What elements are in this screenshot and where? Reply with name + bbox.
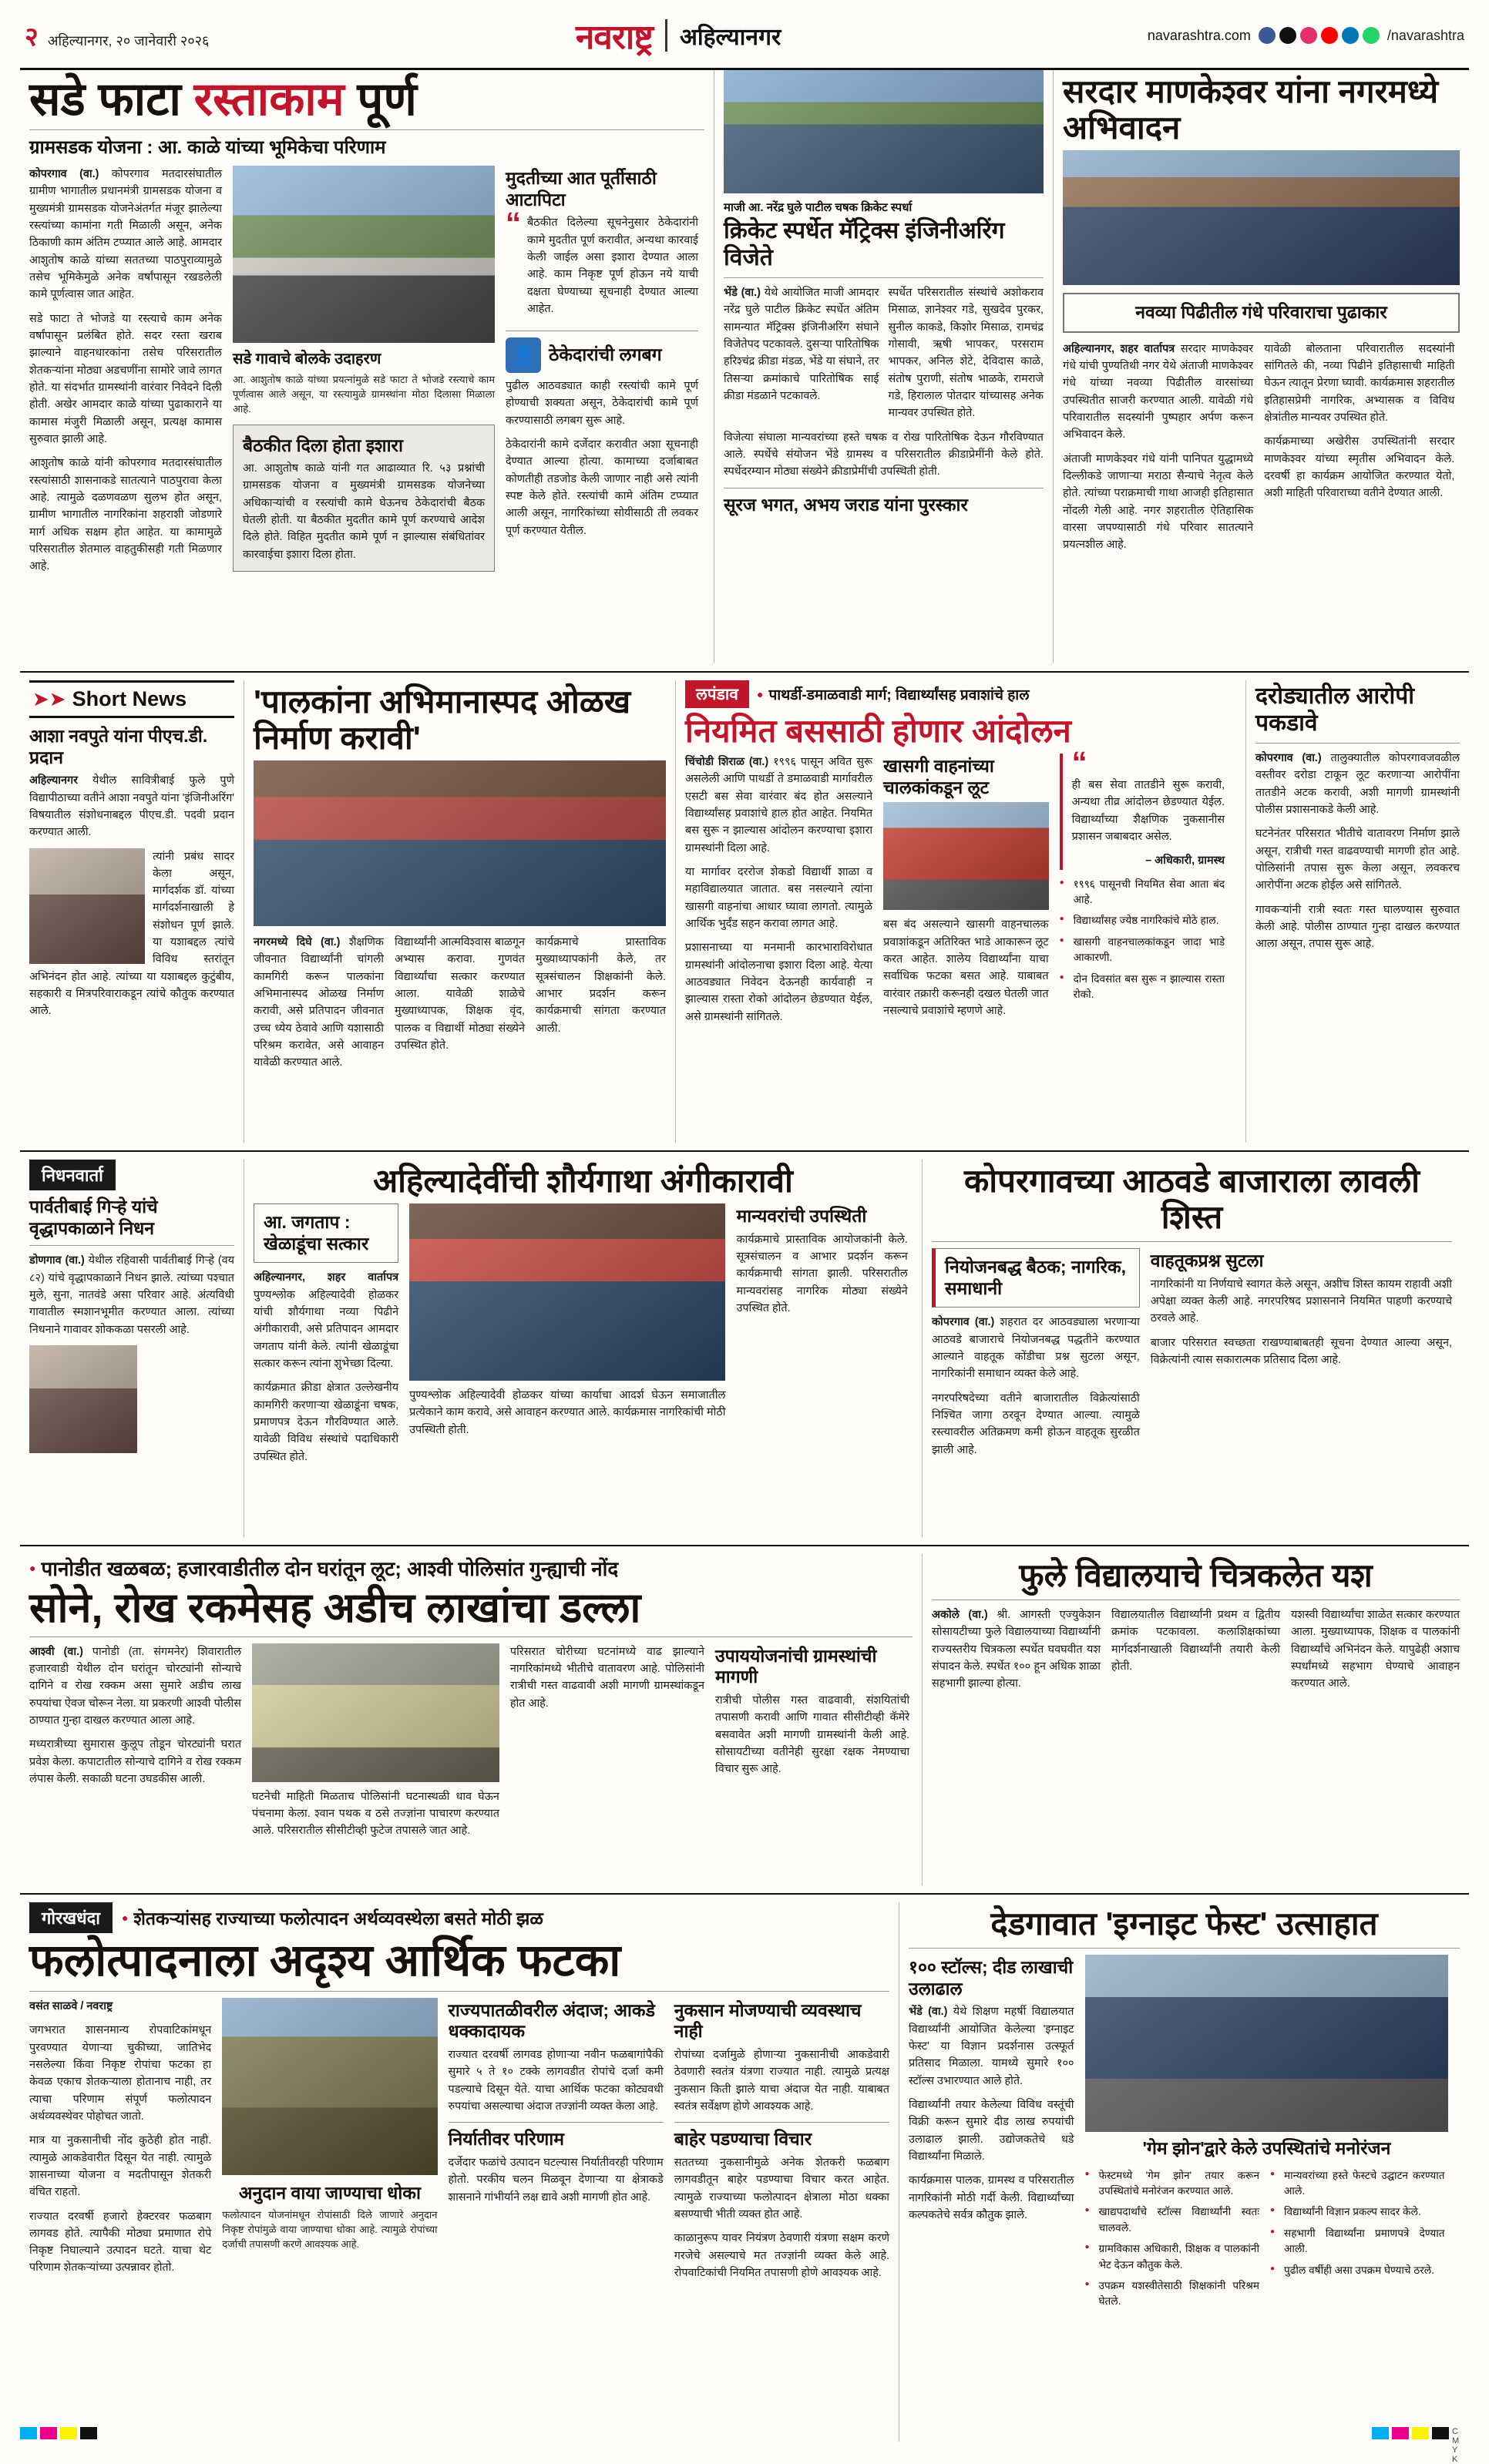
floriculture-byline: वसंत साळवे / नवराष्ट्र: [29, 1999, 113, 2012]
list-item: ● दोन दिवसांत बस सुरू न झाल्यास रास्ता रोको.: [1060, 972, 1225, 1003]
palak-story: [244, 680, 675, 1143]
floriculture-body-4: काळानुरूप यावर नियंत्रण ठेवणारी यंत्रणा सक्षम करणे गरजेचे असल्याचे मत तज्ज्ञांनी व्यक्त केले आहे. रोपवाटिकांची नियमित तपासणी होणे आवश्यक आहे.: [674, 2232, 889, 2279]
ignite-caption: 'गेम झोन'द्वारे केले उपस्थितांचे मनोरंजन: [1142, 2138, 1391, 2159]
list-item: ● उपक्रम यशस्वीतेसाठी शिक्षकांनी परिश्रम घेतले.: [1085, 2278, 1260, 2310]
magenta-swatch: [1392, 2427, 1409, 2439]
short-news-title: Short News: [72, 687, 187, 710]
cyan-swatch: [1372, 2427, 1389, 2439]
website-url[interactable]: navarashtra.com: [1147, 27, 1251, 43]
phule-body-3: यशस्वी विद्यार्थ्यांचा शाळेत सत्कार करण्यात आला. मुख्याध्यापक, शिक्षक व पालकांनी विद्यार्थ्यांचे अभिनंदन केले. यापुढेही अशाच स्पर्धांमध्ये सहभाग घेण्याचे आवाहन करण्यात आले.: [1291, 1609, 1460, 1690]
market-box: [932, 1248, 1140, 1308]
ahilya-story: [244, 1160, 922, 1537]
daroda-headline: दरोड्यातील आरोपी पकडावे: [1255, 683, 1415, 736]
social-links[interactable]: [1259, 27, 1380, 44]
daroda-body-2: घटनेनंतर परिसरात भीतीचे वातावरण निर्माण झाले असून, रात्रीची गस्त वाढवण्याची मागणी होत आहे. पोलिसांनी तपास सुरू केला असून, लवकरच आरोपींना अटक होईल असे सांगितले.: [1255, 827, 1460, 892]
obituary-headline: पार्वतीबाई गिऱ्हे यांचे वृद्धापकाळाने निधन: [29, 1197, 158, 1238]
market-body-1: कोपरगाव (वा.) शहरात दर आठवड्याला भरणाऱ्या आठवडे बाजाराचे नियोजनबद्ध पद्धतीने करण्यात आल्याने वाहतूक कोंडीचा प्रश्न सुटला असून, नागरिकांनी समाधान व्यक्त केले आहे.: [932, 1316, 1140, 1381]
lead-side-body: बैठकीत दिलेल्या सूचनेनुसार ठेकेदारांनी कामे मुदतीत पूर्ण करावीत, अन्यथा कारवाई केली जाईल असा इशारा देण्यात आला आहे. काम निकृष्ट पूर्ण होऊन नये याची दक्षता घेण्याच्या सूचनाही देण्यात आल्या आहेत.: [527, 217, 698, 315]
floriculture-label: गोरखधंदा: [29, 1902, 113, 1933]
obituary-block: [20, 1160, 244, 1537]
daroda-story: [1245, 680, 1469, 1143]
floriculture-headline: फलोत्पादनाला अदृश्य आर्थिक फटका: [29, 1935, 621, 1986]
bus-body-2: या मार्गावर दररोज शेकडो विद्यार्थी शाळा व महाविद्यालयात जातात. बस नसल्याने त्यांना खासगी वाहनांचा आधार घ्यावा लागतो. त्यामुळे आर्थिक भुर्दंड सहन करावा लागत आहे.: [685, 866, 873, 930]
obituary-body: डोणगाव (वा.) येथील रहिवासी पार्वतीबाई गिऱ्हे (वय ८२) यांचे वृद्धापकाळाने निधन झाले. त्यांच्या पश्चात मुले, सुना, नातवंडे असा परिवार आहे. अंत्यविधी गावातील स्मशानभूमीत करण्यात आला. त्यांच्या निधनाने गावावर शोककळा पसरली आहे.: [29, 1254, 234, 1336]
list-item: ● विद्यार्थ्यांनी विज्ञान प्रकल्प सादर केले.: [1270, 2204, 1445, 2220]
masthead-center: [576, 12, 781, 59]
sardar-sub-head: नवव्या पिढीतील गंधे परिवाराचा पुढाकार: [1135, 302, 1387, 323]
theft-story: [20, 1554, 922, 1885]
floriculture-nuk-body: रोपांच्या दर्जामुळे होणाऱ्या नुकसानीची आकडेवारी ठेवणारी स्वतंत्र यंत्रणा राज्यात नाही. त्यामुळे प्रत्यक्ष नुकसान किती झाले याचा अंदाज येत नाही. याबाबत स्वतंत्र सर्वेक्षण होणे आवश्यक आहे.: [674, 2049, 889, 2113]
facebook-icon[interactable]: [1259, 27, 1276, 44]
phule-body-2: विद्यालयातील विद्यार्थ्यांनी प्रथम व द्वितीय क्रमांक पटकावला. कलाशिक्षकांच्या मार्गदर्शनाखाली विद्यार्थ्यांनी तयारी केली होती.: [1111, 1609, 1280, 1673]
lead-photo-col: [233, 166, 495, 582]
sardar-body-2: अंताजी माणकेश्वर गंधे यांनी पानिपत युद्धामध्ये दिल्लीकडे जाणाऱ्या मराठा सैन्याचे नेतृत्व केले होते. त्यांच्या पराक्रमाची गाथा आजही इतिहासात नोंदली गेली आहे. नगर शहरातील ऐतिहासिक वारसा जपण्यासाठी गंधे परिवार सातत्याने प्रयत्नशील आहे.: [1063, 452, 1254, 552]
market-side-head: वाहतूकप्रश्न सुटला: [1150, 1250, 1264, 1271]
ahilya-headline: अहिल्यादेवींची शौर्यगाथा अंगीकारावी: [373, 1163, 793, 1199]
bus-side-body: बस बंद असल्याने खासगी वाहनचालक प्रवाशांकडून अतिरिक्त भाडे आकारून लूट करत आहेत. शालेय विद्यार्थ्यांना याचा सर्वाधिक फटका बसत आहे. याबाबत वारंवार तक्रारी करूनही दखल घेतली जात नसल्याचे प्रवाशांचे म्हणणे आहे.: [883, 918, 1049, 1017]
list-item: ● पुढील वर्षीही असा उपक्रम घेण्याचे ठरले.: [1270, 2263, 1445, 2278]
cmyk-label: C M Y K: [1452, 2427, 1461, 2464]
short-news-header: [29, 680, 234, 718]
phule-story: [922, 1554, 1469, 1885]
lead-photo-caption: आ. आशुतोष काळे यांच्या प्रयत्नांमुळे सडे फाटा ते भोजडे रस्त्याचे काम पूर्णत्वास आले असून, या रस्त्यामुळे ग्रामस्थांना मोठा दिलासा मिळाला आहे.: [233, 374, 495, 415]
palak-body-1: नगरमध्ये दिघे (वा.) शैक्षणिक जीवनात विद्यार्थ्यांनी चांगली कामगिरी करून पालकांना अभिमानास्पद ओळख निर्माण करावी, असे प्रतिपादन जीवनात उच्च ध्येय ठेवावे आणि यशासाठी परिश्रम करावेत, असे आवाहन यावेळी करण्यात आले.: [254, 936, 384, 1069]
daroda-body-3: गावकऱ्यांनी रात्री स्वतः गस्त घालण्यास सुरुवात केली आहे. पोलीस ठाण्यात गुन्हा दाखल करण्यात आला असून, तपास सुरू आहे.: [1255, 903, 1460, 951]
ahilya-sub: मान्यवरांची उपस्थिती: [736, 1206, 867, 1227]
market-story: [922, 1160, 1461, 1537]
x-icon[interactable]: [1279, 27, 1296, 44]
contractor-icon: 👤: [506, 337, 541, 373]
ahilya-box: [254, 1203, 398, 1263]
floriculture-photo: [222, 1998, 437, 2175]
quote-icon: “: [1071, 746, 1087, 780]
floriculture-cap-head: अनुदान वाया जाण्याचा धोका: [238, 2182, 421, 2203]
list-item: ● विद्यार्थ्यांसह ज्येष्ठ नागरिकांचे मोठे हाल.: [1060, 913, 1225, 928]
ahilya-body-2: कार्यक्रमात क्रीडा क्षेत्रात उल्लेखनीय कामगिरी करणाऱ्या खेळाडूंना चषक, प्रमाणपत्र देऊन गौरविण्यात आले. यावेळी विविध संस्थांचे पदाधिकारी उपस्थित होते.: [254, 1381, 399, 1463]
daroda-body-1: कोपरगाव (वा.) तालुक्यातील कोपरगावजवळील वस्तीवर दरोडा टाकून लूट करणाऱ्या आरोपींना तातडीने अटक करावी, अशी मागणी ग्रामस्थांनी पोलीस प्रशासनाकडे केली आहे.: [1255, 752, 1460, 816]
market-body-3: नागरिकांनी या निर्णयाचे स्वागत केले असून, अशीच शिस्त कायम राहावी अशी अपेक्षा व्यक्त केली आहे. नगरपरिषद प्रशासनाने नियमित पाहणी करण्याचे ठरवले आहे.: [1150, 1277, 1452, 1325]
market-body-4: बाजार परिसरात स्वच्छता राखण्याबाबतही सूचना देण्यात आल्या असून, विक्रेत्यांनी त्यास सकारात्मक प्रतिसाद दिला आहे.: [1150, 1336, 1452, 1366]
ignite-body-2: विद्यार्थ्यांनी तयार केलेल्या विविध वस्तूंची विक्री करून सुमारे दीड लाख रुपयांची उलाढाल झाली. उद्योजकतेचे धडे विद्यार्थ्यांना मिळाले.: [909, 2098, 1074, 2163]
masthead: [20, 0, 1469, 70]
masthead-left: [25, 18, 209, 53]
youtube-icon[interactable]: [1321, 27, 1338, 44]
yellow-swatch: [1412, 2427, 1429, 2439]
lead-side2-body: पुढील आठवड्यात काही रस्त्यांची कामे पूर्ण होण्याची शक्यता असून, ठेकेदारांची कामे पूर्ण करण्यासाठी लगबग सुरू आहे.: [506, 380, 698, 427]
bus-kicker: लपंडाव: [685, 680, 749, 708]
floriculture-out-body: सततच्या नुकसानीमुळे अनेक शेतकरी फळबाग लागवडीतून बाहेर पडण्याचा विचार करत आहेत. त्यामुळे राज्याच्या फलोत्पादन क्षेत्राला मोठा धक्का बसण्याची भीती व्यक्त होत आहे.: [674, 2156, 889, 2221]
lead-photo: [233, 166, 495, 343]
bus-body-3: प्रशासनाच्या या मनमानी कारभाराविरोधात ग्रामस्थांनी आंदोलनाचा इशारा दिला आहे. येत्या आठवड्यात निवेदन देऊनही कार्यवाही न झाल्यास रास्ता रोको आंदोलन छेडण्यात येईल, असे ग्रामस्थांनी सांगितले.: [685, 942, 873, 1023]
floriculture-niy-body: दर्जेदार फळांचे उत्पादन घटल्यास निर्यातीवरही परिणाम होतो. परकीय चलन मिळवून देणाऱ्या या क्षेत्राकडे शासनाने गांभीर्याने लक्ष द्यावे अशी मागणी होत आहे.: [448, 2156, 664, 2204]
palak-headline: 'पालकांना अभिमानास्पद ओळख निर्माण करावी': [254, 683, 631, 757]
lead-body-1: कोपरगाव (वा.) कोपरगाव मतदारसंघातील ग्रामीण भागातील प्रधानमंत्री ग्रामसडक योजना व मुख्यमंत्री ग्रामसडक योजनेअंतर्गत मंजूर झालेल्या रस्त्यांच्या कामांना गती मिळाली असून, अनेक ठिकाणी काम अंतिम टप्प्यात आले आहे. आमदार आशुतोष काळे यांच्या सततच्या पाठपुराव्यामुळे तसेच भूमिकेमुळे अनेक वर्षांपासून रखडलेली कामे पूर्णत्वास जात आहेत.: [29, 168, 222, 301]
ahilya-box-head: आ. जगताप : खेळाडूंचा सत्कार: [264, 1212, 369, 1254]
cricket-body-2: स्पर्धेत परिसरातील संस्थांचे अशोकराव मिसाळ, ज्ञानेश्वर गडे, सुखदेव पुरकर, सुनील काकडे, किशोर मिसाळ, रामचंद्र गोसावी, ऋषी भापकर, परसराम भापकर, अनिल शेटे, देविदास काळे, संतोष पुराणी, संतोष भाळके, रामराजे गडे, हिरालाल पोतदार यांच्यासह अनेक मान्यवर उपस्थित होते.: [888, 287, 1044, 420]
floriculture-body-2: मात्र या नुकसानीची नोंद कुठेही होत नाही. त्यामुळे आकडेवारीत दिसून येत नाही. त्यामुळे शासनाच्या योजना व मदतीपासून शेतकरी वंचित राहतो.: [29, 2134, 212, 2199]
lead-greybox-head: बैठकीत दिला होता इशारा: [243, 435, 403, 455]
sardar-body-4: कार्यक्रमाच्या अखेरीस उपस्थितांनी सरदार माणकेश्वर यांच्या स्मृतीस अभिवादन केले. दरवर्षी हा कार्यक्रम आयोजित करण्यात येतो, अशी माहिती परिवाराच्या वतीने देण्यात आली.: [1264, 435, 1455, 500]
cricket-photo: [724, 70, 1044, 193]
list-item: ● मान्यवरांच्या हस्ते फेस्टचे उद्घाटन करण्यात आले.: [1270, 2168, 1445, 2200]
sardar-subhead-box: [1063, 293, 1460, 333]
colorbar-right: [1372, 2427, 1469, 2464]
sardar-photo: [1063, 150, 1460, 285]
list-item: ● सहभागी विद्यार्थ्यांना प्रमाणपत्रे देण्यात आली.: [1270, 2226, 1445, 2258]
cricket-body-1: भेंडे (वा.) येथे आयोजित माजी आमदार नरेंद्र घुले पाटील क्रिकेट स्पर्धेत अंतिम सामन्यात मॅट्रिक्स इंजिनीअरिंग संघाने विजेतेपद पटकावले. दुसऱ्या पारितोषिक हरिश्चंद्र क्रीडा मंडळ, भेंडे या संघाने, तर तिसऱ्या क्रमांकाचे पारितोषिक साई क्रीडा मंडळाने पटकावले.: [724, 287, 879, 402]
brand-divider: [665, 19, 667, 52]
cricket-body-3: विजेत्या संघाला मान्यवरांच्या हस्ते चषक व रोख पारितोषिक देऊन गौरविण्यात आले. स्पर्धेचे संयोजन भेंडे ग्रामस्थ व परिसरातील क्रीडाप्रेमींनी केले होते. स्पर्धेदरम्यान मोठ्या संख्येने क्रीडाप्रेमींची उपस्थिती होती.: [724, 431, 1044, 478]
floriculture-body-1: जगभरात शासनमान्य रोपवाटिकांमधून पुरवण्यात येणाऱ्या चुकीच्या, जातिभेद नसलेल्या किंवा निकृष्ट रोपांचा फटका हा केवळ एकाच शेतकऱ्याला होतानाच नाही, तर त्याचा परिणाम संपूर्ण फलोत्पादन अर्थव्यवस्थेवर पोहोचत जातो.: [29, 2024, 212, 2123]
floriculture-strap: ● शेतकऱ्यांसह राज्याच्या फलोत्पादन अर्थव्यवस्थेला बसते मोठी झळ: [122, 1905, 543, 1930]
ahilya-body-3: पुण्यश्लोक अहिल्यादेवी होळकर यांच्या कार्याचा आदर्श घेऊन समाजातील प्रत्येकाने काम करावे, असे आवाहन करण्यात आले. कार्यक्रमास नागरिकांची मोठी उपस्थिती होती.: [409, 1389, 726, 1436]
phule-headline: फुले विद्यालयाचे चित्रकलेत यश: [1019, 1557, 1373, 1593]
ignite-photo: [1085, 1955, 1449, 2132]
social-handle: /navarashtra: [1386, 27, 1464, 43]
palak-photo: [254, 760, 666, 926]
cricket-kicker: माजी आ. नरेंद्र घुले पाटील चषक क्रिकेट स्पर्धा: [724, 201, 913, 214]
lead-body-2: सडे फाटा ते भोजडे या रस्त्याचे काम अनेक वर्षांपासून प्रलंबित होते. सदर रस्ता खराब झाल्याने वाहनधारकांना तसेच परिसरातील शेतकऱ्यांना मोठ्या अडचणींना सामोरे जावे लागत होते. या संदर्भात ग्रामस्थांनी वारंवार निवेदने दिली होती. अखेर आमदार काळे यांच्या पुढाकाराने या कामास मंजुरी मिळाली असून, प्रत्यक्ष कामास सुरुवात झाली आहे.: [29, 312, 222, 445]
instagram-icon[interactable]: [1300, 27, 1317, 44]
sardar-story: [1053, 70, 1469, 663]
cricket-headline: क्रिकेट स्पर्धेत मॅट्रिक्स इंजिनीअरिंग विजेते: [724, 218, 1005, 270]
phule-body-1: अकोले (वा.) श्री. आगस्ती एज्युकेशन सोसायटीच्या फुले विद्यालयाच्या विद्यार्थ्यांनी राज्यस्तरीय चित्रकला स्पर्धेत घवघवीत यश संपादन केले. स्पर्धेत १०० हून अधिक शाळा सहभागी झाल्या होत्या.: [932, 1609, 1101, 1690]
floriculture-niy-head: निर्यातीवर परिणाम: [448, 2129, 564, 2150]
lead-side-head: मुदतीच्या आत पूर्तीसाठी आटापिटा: [506, 168, 657, 210]
sardar-body-1: अहिल्यानगर, शहर वार्तापत्र सरदार माणकेश्वर गंधे यांची पुण्यतिथी नगर येथे अंताजी माणकेश्वर गंधे यांच्या नवव्या पिढीतील वारसांच्या उपस्थितीत साजरी करण्यात आली. यावेळी गंधे परिवारातील सदस्यांनी पुष्पहार अर्पण करून अभिवादन केले.: [1063, 342, 1254, 441]
lead-body-3: आशुतोष काळे यांनी कोपरगाव मतदारसंघातील रस्त्यांसाठी शासनाकडे सातत्याने पाठपुरावा केला आहे. त्यामुळे दळणवळण सुलभ होत असून, ग्रामीण भागातील नागरिकांना शहराशी जोडणारे मार्ग अधिक सक्षम होत आहेत. या कामामुळे परिसरातील शेतमाल वाहतुकीसही गती मिळणार आहे.: [29, 457, 222, 573]
short-news-portrait: [29, 848, 145, 964]
ignite-bullets-1: [1085, 2168, 1260, 2315]
floriculture-cap-body: फलोत्पादन योजनांमधून रोपांसाठी दिले जाणारे अनुदान निकृष्ट रोपांमुळे वाया जाण्याचा धोका आहे. त्यामुळे रोपांच्या दर्जाची तपासणी करणे आवश्यक आहे.: [222, 2209, 438, 2251]
ahilya-body-1: अहिल्यानगर, शहर वार्तापत्र पुण्यश्लोक अहिल्यादेवी होळकर यांची शौर्यगाथा नव्या पिढीने अंगीकारावी, असे प्रतिपादन आमदार जगताप यांनी केले. त्यांनी खेळाडूंचा सत्कार करून त्यांना शुभेच्छा दिल्या.: [254, 1271, 399, 1370]
ignite-body-1: भेंडे (वा.) येथे शिक्षण महर्षी विद्यालयात विद्यार्थ्यांनी आयोजित केलेल्या 'इग्नाइट फेस्ट' या विज्ञान प्रदर्शनास उत्स्फूर्त प्रतिसाद मिळाला. यामध्ये सुमारे १०० स्टॉल्स उभारण्यात आले होते.: [909, 2006, 1074, 2087]
theft-headline: सोने, रोख रकमेसह अडीच लाखांचा डल्ला: [29, 1585, 641, 1631]
masthead-right: [1148, 27, 1464, 44]
magenta-swatch: [40, 2427, 57, 2439]
floriculture-body-3: राज्यात दरवर्षी हजारो हेक्टरवर फळबाग लागवड होते. त्यापैकी मोठ्या प्रमाणात रोपे निकृष्ट निघाल्याने उत्पादन घटते. याचा थेट परिणाम शेतकऱ्यांच्या उत्पन्नावर होतो.: [29, 2210, 212, 2274]
theft-side-body: रात्रीची पोलीस गस्त वाढवावी, संशयितांची तपासणी करावी आणि गावात सीसीटीव्ही कॅमेरे बसवावेत अशी मागणी ग्रामस्थांनी केली आहे. सोसायटीच्या वतीनेही सुरक्षा रक्षक नेमण्याचा विचार सुरू आहे.: [715, 1694, 910, 1776]
list-item: ● खासगी वाहनचालकांकडून जादा भाडे आकारणी.: [1060, 935, 1225, 966]
floriculture-nuk-head: नुकसान मोजण्याची व्यवस्थाच नाही: [674, 1999, 862, 2042]
lead-greybox: [233, 425, 495, 572]
cricket-sub-head: सूरज भगत, अभय जराड यांना पुरस्कार: [724, 494, 968, 515]
ahilya-body-4: कार्यक्रमाचे प्रास्ताविक आयोजकांनी केले. सूत्रसंचालन व आभार प्रदर्शन करून कार्यक्रमाची सांगता झाली. परिसरातील मान्यवरांसह नागरिक मोठ्या संख्येने उपस्थित होते.: [736, 1233, 908, 1314]
sardar-headline: सरदार माणकेश्वर यांना नगरमध्ये अभिवादन: [1063, 73, 1439, 146]
whatsapp-icon[interactable]: [1363, 27, 1380, 44]
lead-greybox2-body: ठेकेदारांनी कामे दर्जेदार करावीत अशा सूचनाही देण्यात आल्या होत्या. कामाच्या दर्जाबाबत कोणतीही तडजोड केली जाणार नाही असे त्यांनी स्पष्ट केले होते. रस्त्यांची कामे अंतिम टप्प्यात आली असून, नागरिकांच्या सोयीसाठी ती लवकर पूर्ण करण्यात येतील.: [506, 438, 698, 537]
obituary-portrait: [29, 1345, 137, 1453]
list-item: ● फेस्टमध्ये 'गेम झोन' तयार करून उपस्थितांचे मनोरंजन करण्यात आले.: [1085, 2168, 1260, 2200]
page-footer: [20, 2427, 1469, 2464]
quote-icon: “: [506, 206, 521, 241]
brand-logo: नवराष्ट्र: [575, 18, 653, 56]
short-news-body-2: त्यांनी प्रबंध सादर केला असून, मार्गदर्शक डॉ. यांच्या मार्गदर्शनाखाली हे संशोधन पूर्ण झाले. या यशाबद्दल त्यांचे विविध स्तरांतून अभिनंदन होत आहे. त्यांच्या या यशाबद्दल कुटुंबीय, सहकारी व मित्रपरिवाराकडून त्यांचे कौतुक करण्यात आले.: [29, 850, 234, 1018]
colorbar-left: [20, 2427, 97, 2439]
yellow-swatch: [60, 2427, 77, 2439]
lead-photo-caption-head: सडे गावाचे बोलके उदाहरण: [233, 351, 381, 368]
floriculture-story: [20, 1902, 899, 2442]
ignite-headline: देडगावात 'इग्नाइट फेस्ट' उत्साहात: [990, 1905, 1378, 1942]
list-item: ● ग्रामविकास अधिकारी, शिक्षक व पालकांनी भेट देऊन कौतुक केले.: [1085, 2241, 1260, 2273]
ahilya-photo: [409, 1203, 725, 1381]
edition-name: अहिल्यानगर: [679, 24, 781, 50]
market-box-head: नियोजनबद्ध बैठक; नागरिक, समाधानी: [945, 1257, 1127, 1298]
lead-story: [20, 70, 714, 663]
bus-body-1: चिंचोडी शिराळ (वा.) १९९६ पासून अवित सुरू असलेली आणि पाथर्डी ते डमाळवाडी मार्गावरील एसटी बस सेवा वारंवार बंद होत असल्याने विद्यार्थ्यांसह प्रवाशांचे हाल होत आहेत. नियमित बस सुरू न झाल्यास आंदोलन करण्याचा इशारा ग्रामस्थांनी दिला आहे.: [685, 756, 873, 854]
ignite-sub: १०० स्टॉल्स; दीड लाखाची उलाढाल: [909, 1957, 1074, 1999]
theft-body-4: परिसरात चोरीच्या घटनांमध्ये वाढ झाल्याने नागरिकांमध्ये भीतीचे वातावरण आहे. पोलिसांनी रात्रीची गस्त वाढवावी अशी मागणी ग्रामस्थांकडून होत आहे.: [509, 1645, 705, 1710]
market-body-2: नगरपरिषदेच्या वतीने बाजारातील विक्रेत्यांसाठी निश्चित जागा ठरवून देण्यात आल्या. त्यामुळे रस्त्यावरील अतिक्रमण कमी होऊन वाहतूक सुरळीत झाली आहे.: [932, 1391, 1140, 1456]
floriculture-out-head: बाहेर पडण्याचा विचार: [674, 2129, 812, 2150]
palak-body-3: कार्यक्रमाचे प्रास्ताविक मुख्याध्यापकांनी केले, तर सूत्रसंचालन शिक्षकांनी केले. आभार प्रदर्शन करून कार्यक्रमाची सांगता करण्यात आली.: [536, 936, 666, 1035]
black-swatch: [80, 2427, 97, 2439]
bus-headline: नियमित बससाठी होणार आंदोलन: [685, 713, 1071, 749]
theft-body-3: घटनेची माहिती मिळताच पोलिसांनी घटनास्थळी धाव घेऊन पंचनामा केला. श्वान पथक व ठसे तज्ज्ञांना पाचारण करण्यात आले. परिसरातील सीसीटीव्ही फुटेज तपासले जात आहे.: [252, 1790, 499, 1838]
short-news-block: [20, 680, 244, 1143]
lead-side2-head: ठेकेदारांची लगबग: [549, 344, 662, 365]
short-news-item-head: आशा नवपुते यांना पीएच.डी. प्रदान: [29, 726, 208, 767]
cyan-swatch: [20, 2427, 37, 2439]
bus-quote-box: [1060, 746, 1225, 870]
bus-quote-by: – अधिकारी, ग्रामस्थ: [1145, 854, 1225, 868]
theft-photo: [252, 1643, 499, 1782]
bus-quote: ही बस सेवा तातडीने सुरू करावी, अन्यथा तीव्र आंदोलन छेडण्यात येईल. विद्यार्थ्यांच्या शैक्षणिक नुकसानीस प्रशासन जबाबदार असेल.: [1071, 779, 1225, 844]
list-item: ● १९९६ पासूनची नियमित सेवा आता बंद आहे.: [1060, 877, 1225, 908]
ignite-bullets-2: [1270, 2168, 1445, 2315]
lead-side-col: [506, 166, 698, 582]
palak-body-2: विद्यार्थ्यांनी आत्मविश्वास बाळगून अभ्यास करावा. गुणवंत विद्यार्थ्यांचा सत्कार करण्यात आला. यावेळी शाळेचे मुख्याध्यापक, शिक्षक वृंद, पालक व विद्यार्थी मोठ्या संख्येने उपस्थित होते.: [395, 936, 525, 1052]
sardar-body-3: यावेळी बोलताना परिवारातील सदस्यांनी सांगितले की, नव्या पिढीने इतिहासाची माहिती घेऊन त्यातून प्रेरणा घ्यावी. कार्यक्रमास शहरातील इतिहासप्रेमी नागरिक, अभ्यासक व विविध क्षेत्रांतील मान्यवर उपस्थित होते.: [1264, 342, 1455, 424]
arrow-icon: ➤➤: [32, 687, 66, 710]
short-news-body-1: अहिल्यानगर येथील सावित्रीबाई फुले पुणे विद्यापीठाच्या वतीने आशा नवपुते यांना 'इंजिनीअरिंग' विषयातील संशोधनाबद्दल पीएच.डी. पदवी प्रदान करण्यात आली.: [29, 774, 235, 839]
lead-subhead: ग्रामसडक योजना : आ. काळे यांच्या भूमिकेचा परिणाम: [29, 137, 386, 158]
page-number: २: [25, 22, 39, 52]
market-headline: कोपरगावच्या आठवडे बाजाराला लावली शिस्त: [963, 1163, 1420, 1236]
floriculture-mid-head: राज्यपातळीवरील अंदाज; आकडे धक्कादायक: [448, 1999, 655, 2042]
lead-headline: सडे फाटा रस्ताकाम पूर्ण: [29, 73, 417, 125]
ignite-body-3: कार्यक्रमास पालक, ग्रामस्थ व परिसरातील नागरिकांनी मोठी गर्दी केली. विद्यार्थ्यांच्या कल्पकतेचे सर्वत्र कौतुक झाले.: [909, 2174, 1074, 2221]
masthead-dateline: अहिल्यानगर, २० जानेवारी २०२६: [47, 33, 210, 49]
theft-strap: ● पानोडीत खळबळ; हजारवाडीतील दोन घरांतून लूट; आश्वी पोलिसांत गुन्ह्याची नोंद: [29, 1554, 913, 1582]
bus-photo: [883, 802, 1049, 910]
lead-text-col: [29, 166, 222, 582]
bus-strap: ● पाथर्डी-डमाळवाडी मार्ग; विद्यार्थ्यांसह प्रवाशांचे हाल: [757, 684, 1030, 704]
black-swatch: [1432, 2427, 1449, 2439]
bus-bullets: [1060, 877, 1225, 1003]
bus-side-head: खासगी वाहनांच्या चालकांकडून लूट: [883, 756, 994, 797]
theft-side-head: उपाययोजनांची ग्रामस्थांची मागणी: [715, 1645, 877, 1687]
floriculture-mid-body: राज्यात दरवर्षी लागवड होणाऱ्या नवीन फळबागांपैकी सुमारे ५ ते १० टक्के लागवडीत रोपांचे दर्जा कमी पडल्याचे दिसून येते. याचा आर्थिक फटका कोट्यवधी रुपयांचा असल्याचा अंदाज तज्ज्ञांनी व्यक्त केला आहे.: [448, 2049, 664, 2113]
bus-story: [675, 680, 1245, 1143]
lead-greybox-body: आ. आशुतोष काळे यांनी गत आढाव्यात रि. ५३ प्रश्नांची ग्रामसडक योजना व मुख्यमंत्री ग्रामसडक योजनेच्या अधिकाऱ्यांची व रस्त्यांची कामे घेऊनच ठेकेदारांची बैठक घेतली होती. या बैठकीत मुदतीत कामे पूर्ण करण्याचे आदेश दिले होते. विहित मुदतीत कामे पूर्ण न झाल्यास संबंधितांवर कारवाईचा इशारा दिला होता.: [243, 462, 485, 561]
linkedin-icon[interactable]: [1342, 27, 1359, 44]
obituary-label: निधनवार्ता: [29, 1160, 116, 1190]
cricket-story: [714, 70, 1053, 663]
theft-body-2: मध्यरात्रीच्या सुमारास कुलूप तोडून चोरट्यांनी घरात प्रवेश केला. कपाटातील सोन्याचे दागिने व रोख रक्कम लंपास केली. सकाळी घटना उघडकीस आली.: [29, 1738, 242, 1785]
list-item: ● खाद्यपदार्थांचे स्टॉल्स विद्यार्थ्यांनी स्वतः चालवले.: [1085, 2204, 1260, 2236]
theft-body-1: आश्वी (वा.) पानोडी (ता. संगमनेर) शिवारातील हजारवाडी येथील दोन घरांतून चोरट्यांनी सोन्याचे दागिने व रोख रक्कम असा सुमारे अडीच लाख रुपयांचा ऐवज चोरून नेला. या प्रकरणी आश्वी पोलीस ठाण्यात गुन्हा दाखल करण्यात आला आहे.: [29, 1645, 242, 1727]
